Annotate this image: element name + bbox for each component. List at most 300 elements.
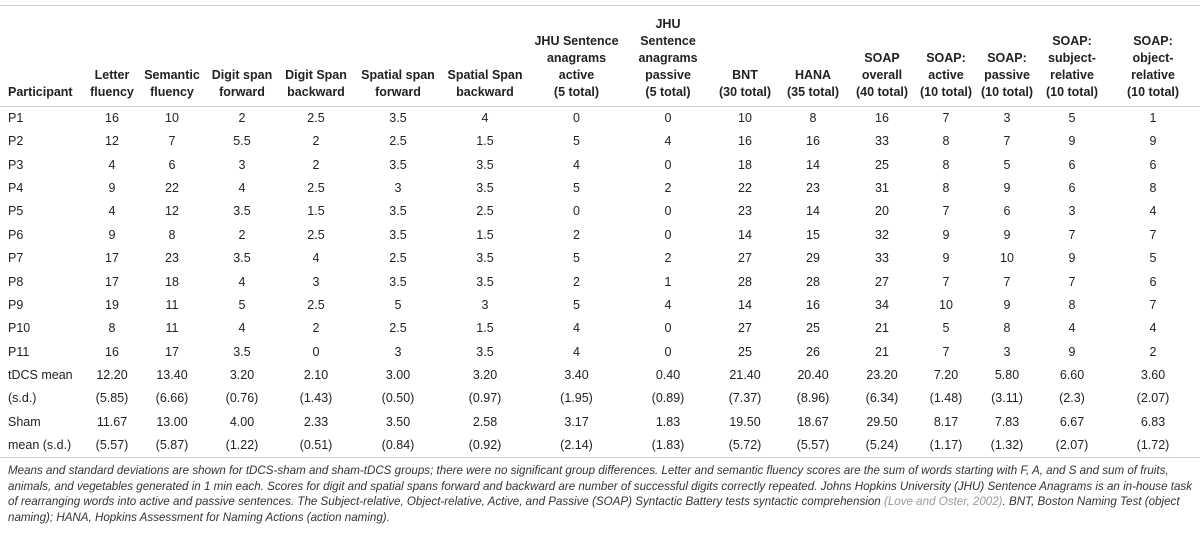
table-cell: 20	[875, 204, 889, 219]
table-cell: 9	[108, 227, 116, 242]
row-label: P6	[8, 227, 24, 242]
table-cell: 3.20	[229, 368, 255, 383]
table-cell: (1.48)	[929, 391, 963, 406]
table-cell: 10	[1000, 251, 1014, 266]
table-body	[0, 107, 1200, 458]
table-cell: (2.3)	[1059, 391, 1085, 406]
table-cell: 3.5	[389, 227, 407, 242]
column-header-line: Letter	[94, 68, 130, 82]
column-header-line: (35 total)	[786, 85, 840, 99]
column-header-line: (40 total)	[855, 85, 909, 99]
column-header-line: SOAP	[864, 51, 900, 65]
column-header-line: active	[928, 68, 964, 82]
column-header-line: HANA	[794, 68, 832, 82]
table-cell: 4	[1149, 321, 1157, 336]
table-cell: 26	[806, 344, 820, 359]
table-cell: (5.24)	[848, 434, 916, 458]
table-cell: 23	[806, 180, 820, 195]
table-cell: (0.84)	[355, 434, 441, 458]
column-header-line: forward	[219, 85, 265, 99]
table-cell: 17	[105, 251, 119, 266]
table-cell: (2.14)	[529, 434, 624, 458]
table-cell: 3.5	[389, 111, 407, 125]
column-header-line: (30 total)	[718, 85, 772, 99]
table-cell: 2.5	[307, 297, 325, 312]
table-cell: 25	[738, 344, 752, 359]
column-header	[624, 6, 712, 107]
table-cell: 0	[664, 204, 672, 219]
column-header-line: SOAP:	[926, 51, 966, 65]
table-cell: 6.83	[1140, 414, 1166, 429]
column-header-line: SOAP:	[1133, 34, 1173, 48]
table-cell: 3	[1003, 111, 1011, 125]
table-cell: 4	[312, 251, 320, 266]
table-cell: 7	[1068, 274, 1076, 289]
table-cell: 2.10	[303, 368, 329, 383]
table-cell: (0.97)	[468, 391, 502, 406]
table-cell: (1.17)	[916, 434, 976, 458]
table-cell: (5.57)	[87, 434, 137, 458]
table-cell: 5	[1003, 157, 1011, 172]
column-header-line: forward	[375, 85, 421, 99]
table-cell: 6.67	[1059, 414, 1085, 429]
table-cell: (1.22)	[207, 434, 277, 458]
table-cell: (1.83)	[624, 434, 712, 458]
table-cell: 0	[312, 344, 320, 359]
table-cell: 32	[875, 227, 889, 242]
table-cell: 4	[1149, 204, 1157, 219]
column-header-line: Spatial Span	[447, 68, 523, 82]
table-cell: 9	[1003, 297, 1011, 312]
column-header	[441, 6, 529, 107]
column-header-line: overall	[861, 68, 903, 82]
table-cell: 8	[168, 227, 176, 242]
footnote-citation-link[interactable]: (Love and Oster, 2002)	[883, 495, 1003, 509]
table-cell: 5	[238, 297, 246, 312]
table-cell: 4	[1068, 321, 1076, 336]
table-cell: 8	[108, 321, 116, 336]
table-cell: 3	[312, 274, 320, 289]
table-cell: (1.72)	[1106, 434, 1200, 458]
column-header	[529, 6, 624, 107]
table-cell: 3.5	[233, 204, 251, 219]
column-header-line: relative	[1050, 68, 1094, 82]
table-cell: 3	[481, 297, 489, 312]
table-cell: 2.5	[307, 227, 325, 242]
table-cell: 11.67	[96, 414, 128, 429]
column-header-line: active	[558, 68, 595, 82]
table-cell: 9	[1068, 344, 1076, 359]
table-cell: 9	[1003, 227, 1011, 242]
table-cell: 5.5	[233, 134, 251, 149]
table-cell: 34	[875, 297, 889, 312]
table-cell: 7	[1149, 227, 1157, 242]
table-cell: 4	[573, 344, 580, 359]
row-label: tDCS mean	[8, 368, 73, 383]
table-cell: 5	[573, 297, 580, 312]
row-label: P4	[8, 180, 24, 195]
table-cell: 2	[238, 227, 246, 242]
table-cell: 3.5	[233, 251, 251, 266]
column-header-line: JHU Sentence	[640, 17, 696, 48]
table-cell: 2.58	[472, 414, 498, 429]
table-cell: 18.67	[797, 414, 829, 429]
column-header-line: SOAP:	[987, 51, 1027, 65]
table-row	[0, 107, 1200, 131]
table-cell: 7	[1003, 274, 1011, 289]
column-header-line: relative	[1131, 68, 1175, 82]
row-label: P11	[8, 344, 30, 359]
table-cell: 2	[312, 134, 320, 149]
table-cell: 17	[165, 344, 179, 359]
table-cell: 2.5	[389, 134, 407, 149]
table-cell: (0.51)	[277, 434, 355, 458]
table-row	[0, 411, 1200, 434]
table-cell: 7.20	[933, 368, 959, 383]
column-header	[0, 6, 87, 107]
column-header-line: Digit Span	[285, 68, 347, 82]
column-header	[712, 6, 778, 107]
column-header-line: backward	[287, 85, 345, 99]
table-cell: 13.00	[156, 414, 188, 429]
column-header-line: passive	[984, 68, 1030, 82]
table-cell: (5.85)	[95, 391, 129, 406]
table-cell: 19	[105, 297, 119, 312]
table-cell: 11	[165, 321, 179, 336]
row-label: P2	[8, 134, 24, 149]
column-header-line: subject-	[1048, 51, 1096, 65]
table-cell: 1	[1149, 111, 1157, 125]
table-cell: 4	[238, 274, 246, 289]
table-cell: 22	[738, 180, 752, 195]
table-cell: 4	[573, 321, 580, 336]
column-header-line: JHU Sentence	[534, 34, 619, 48]
table-cell: 5.80	[994, 368, 1020, 383]
column-header	[1038, 6, 1106, 107]
table-cell: (1.32)	[976, 434, 1038, 458]
table-cell: 21	[875, 321, 889, 336]
table-cell: 33	[875, 134, 889, 149]
table-cell: 2	[573, 227, 580, 242]
table-cell: 3.60	[1140, 368, 1166, 383]
table-cell: 3.40	[564, 368, 589, 383]
table-cell: (5.57)	[778, 434, 848, 458]
table-cell: (7.37)	[728, 391, 762, 406]
column-header-line: anagrams	[638, 51, 698, 65]
column-header-line: (10 total)	[1126, 85, 1180, 99]
table-cell: 21.40	[729, 368, 761, 383]
column-header-line: Participant	[8, 85, 73, 99]
table-cell: 8.17	[933, 414, 959, 429]
table-cell: 3.5	[476, 344, 494, 359]
table-cell: 28	[806, 274, 820, 289]
table-cell: 9	[1149, 134, 1157, 149]
table-cell: 27	[875, 274, 889, 289]
table-cell: 5	[1068, 111, 1076, 125]
table-cell: 14	[806, 204, 820, 219]
table-cell: (5.72)	[712, 434, 778, 458]
table-cell: 8	[1068, 297, 1076, 312]
table-cell: 14	[738, 297, 752, 312]
table-cell: 7	[1149, 297, 1157, 312]
table-cell: 4	[573, 157, 580, 172]
table-row	[0, 294, 1200, 317]
table-cell: 0	[664, 157, 672, 172]
table-cell: 25	[875, 157, 889, 172]
table-cell: 0.40	[655, 368, 681, 383]
column-header	[137, 6, 207, 107]
table-cell: 5	[573, 251, 580, 266]
column-header-line: fluency	[90, 85, 134, 99]
table-cell: 16	[105, 344, 119, 359]
table-cell: 5	[1149, 251, 1157, 266]
table-cell: 9	[108, 180, 116, 195]
row-label: P7	[8, 251, 24, 266]
table-cell: 10	[165, 111, 179, 125]
table-cell: (0.50)	[381, 391, 415, 406]
table-cell: 14	[738, 227, 752, 242]
header-row	[0, 6, 1200, 107]
table-cell: 27	[738, 251, 752, 266]
table-cell: (8.96)	[796, 391, 830, 406]
table-cell: 3	[238, 157, 246, 172]
table-row	[0, 364, 1200, 387]
table-cell: (2.07)	[1136, 391, 1170, 406]
footnote-text-end: . BNT, Boston Naming Test (object naming); HANA, Hopkins Assessment for Naming Actions (action naming).	[8, 495, 1180, 524]
table-cell: 4	[664, 134, 672, 149]
table-cell: 6	[1068, 180, 1076, 195]
column-header-line: backward	[456, 85, 514, 99]
table-cell: 25	[806, 321, 820, 336]
table-cell: 16	[806, 297, 820, 312]
table-cell: 7	[1068, 227, 1076, 242]
table-row	[0, 153, 1200, 176]
table-cell: 0	[664, 344, 672, 359]
column-header-line: (10 total)	[1045, 85, 1099, 99]
table-cell: 23	[165, 251, 179, 266]
table-cell: 3.20	[472, 368, 498, 383]
table-cell: 1	[664, 274, 672, 289]
table-cell: 2	[664, 180, 672, 195]
table-cell: 3.5	[476, 180, 494, 195]
table-cell: (6.66)	[155, 391, 189, 406]
table-cell: 8	[942, 134, 950, 149]
table-cell: 3.50	[385, 414, 411, 429]
table-cell: 16	[738, 134, 752, 149]
row-label: mean (s.d.)	[0, 434, 87, 458]
table-header	[0, 6, 1200, 107]
table-cell: 3.5	[476, 274, 494, 289]
column-header-line: Digit span	[211, 68, 273, 82]
row-label: P9	[8, 297, 24, 312]
column-header-line: object-	[1132, 51, 1174, 65]
table-cell: 2	[1149, 344, 1157, 359]
table-cell: 19.50	[729, 414, 761, 429]
table-cell: 7.83	[994, 414, 1020, 429]
column-header	[355, 6, 441, 107]
table-cell: 5	[573, 134, 580, 149]
table-cell: 14	[806, 157, 820, 172]
scores-table	[0, 5, 1200, 458]
table-cell: 12	[105, 134, 119, 149]
table-cell: 11	[165, 297, 179, 312]
table-cell: 3.5	[476, 157, 494, 172]
table-cell: (1.95)	[560, 391, 593, 406]
table-cell: (5.87)	[137, 434, 207, 458]
column-header-line: anagrams	[546, 51, 607, 65]
table-cell: 23	[738, 204, 752, 219]
table-row	[0, 247, 1200, 270]
table-cell: 3.00	[385, 368, 411, 383]
table-cell: 8	[1003, 321, 1011, 336]
column-header-line: passive	[645, 68, 691, 82]
table-cell: 3	[394, 344, 402, 359]
row-label: Sham	[8, 414, 41, 429]
table-cell: (6.34)	[865, 391, 899, 406]
table-cell: 12	[165, 204, 179, 219]
table-cell: (3.11)	[991, 391, 1023, 406]
table-cell: 7	[168, 134, 176, 149]
table-cell: 22	[165, 180, 179, 195]
table-cell: 29	[806, 251, 820, 266]
table-cell: 1.83	[655, 414, 681, 429]
table-cell: 8	[942, 157, 950, 172]
column-header	[1106, 6, 1200, 107]
table-row	[0, 341, 1200, 364]
table-cell: 1.5	[476, 134, 494, 149]
table-cell: 16	[875, 111, 889, 125]
table-cell: 2.5	[389, 321, 407, 336]
table-cell: 1.5	[476, 227, 494, 242]
table-cell: 31	[875, 180, 889, 195]
table-cell: 10	[738, 111, 752, 125]
column-header-line: (5 total)	[553, 85, 600, 99]
table-cell: 2.5	[389, 251, 407, 266]
table-row	[0, 387, 1200, 410]
table-row	[0, 270, 1200, 293]
column-header-line: (10 total)	[919, 85, 973, 99]
table-cell: 6.60	[1059, 368, 1085, 383]
table-cell: 3.5	[389, 204, 407, 219]
table-row	[0, 317, 1200, 340]
column-header	[916, 6, 976, 107]
table-row	[0, 200, 1200, 223]
column-header-line: Spatial span	[361, 68, 435, 82]
table-cell: 0	[573, 204, 580, 219]
table-cell: 4	[481, 111, 489, 125]
table-cell: 3.5	[476, 251, 494, 266]
table-cell: 0	[664, 321, 672, 336]
table-cell: 17	[105, 274, 119, 289]
table-cell: 16	[806, 134, 820, 149]
table-cell: 23.20	[866, 368, 898, 383]
table-row	[0, 224, 1200, 247]
table-cell: 0	[664, 227, 672, 242]
column-header-line: (10 total)	[980, 85, 1034, 99]
table-cell: (2.07)	[1038, 434, 1106, 458]
table-cell: 3.5	[389, 274, 407, 289]
table-cell: 21	[875, 344, 889, 359]
table-cell: 5	[942, 321, 950, 336]
table-cell: 8	[1149, 180, 1157, 195]
column-header-line: fluency	[150, 85, 194, 99]
column-header-line: SOAP:	[1052, 34, 1092, 48]
table-cell: 4	[108, 204, 116, 219]
table-cell: 3	[1068, 204, 1076, 219]
table-cell: 9	[1068, 134, 1076, 149]
table-cell: 27	[738, 321, 752, 336]
table-cell: 7	[942, 204, 950, 219]
table-cell: 2	[664, 251, 672, 266]
table-cell: 0	[664, 111, 672, 125]
table-cell: 2	[238, 111, 246, 125]
table-cell: 0	[573, 111, 580, 125]
table-cell: 7	[1003, 134, 1011, 149]
table-cell: 2	[312, 321, 320, 336]
table-cell: 15	[806, 227, 820, 242]
table-cell: 4	[238, 321, 246, 336]
table-cell: 28	[738, 274, 752, 289]
table-cell: 4.00	[229, 414, 255, 429]
table-cell: 2.33	[303, 414, 329, 429]
table-cell: 1.5	[476, 321, 494, 336]
table-cell: 29.50	[866, 414, 898, 429]
table-cell: 10	[939, 297, 953, 312]
row-label: P10	[8, 321, 31, 336]
table-footnote	[8, 463, 1194, 525]
table-cell: (1.43)	[299, 391, 333, 406]
table-cell: 2.5	[476, 204, 494, 219]
table-cell: 6	[1068, 157, 1076, 172]
table-cell: 12.20	[96, 368, 128, 383]
table-cell: 7	[942, 274, 950, 289]
table-cell: 5	[394, 297, 402, 312]
table-cell: 4	[108, 157, 116, 172]
row-label: P3	[8, 157, 24, 172]
table-cell: 18	[165, 274, 179, 289]
table-cell: 33	[875, 251, 889, 266]
table-cell: 9	[942, 251, 950, 266]
table-cell: 6	[1003, 204, 1011, 219]
table-cell: 9	[1068, 251, 1076, 266]
column-header	[207, 6, 277, 107]
table-cell: (0.89)	[651, 391, 685, 406]
table-cell: 3.17	[564, 414, 589, 429]
table-cell: 20.40	[797, 368, 829, 383]
column-header	[87, 6, 137, 107]
table-cell: 3.5	[233, 344, 251, 359]
table-row	[0, 434, 1200, 458]
table-cell: 13.40	[156, 368, 188, 383]
column-header	[277, 6, 355, 107]
table-cell: 8	[942, 180, 950, 195]
column-header-line: (5 total)	[645, 85, 691, 99]
column-header	[848, 6, 916, 107]
table-cell: 2	[573, 274, 580, 289]
table-cell: 6	[1149, 157, 1157, 172]
table-cell: 3	[1003, 344, 1011, 359]
table-cell: 2.5	[307, 180, 325, 195]
table-cell: 18	[738, 157, 752, 172]
table-cell: 5	[573, 180, 580, 195]
row-label: (s.d.)	[8, 391, 37, 406]
table-cell: 7	[942, 344, 950, 359]
table-cell: 9	[1003, 180, 1011, 195]
table-cell: 7	[942, 111, 950, 125]
table-cell: 1.5	[307, 204, 325, 219]
table-cell: (0.92)	[441, 434, 529, 458]
table-row	[0, 130, 1200, 153]
